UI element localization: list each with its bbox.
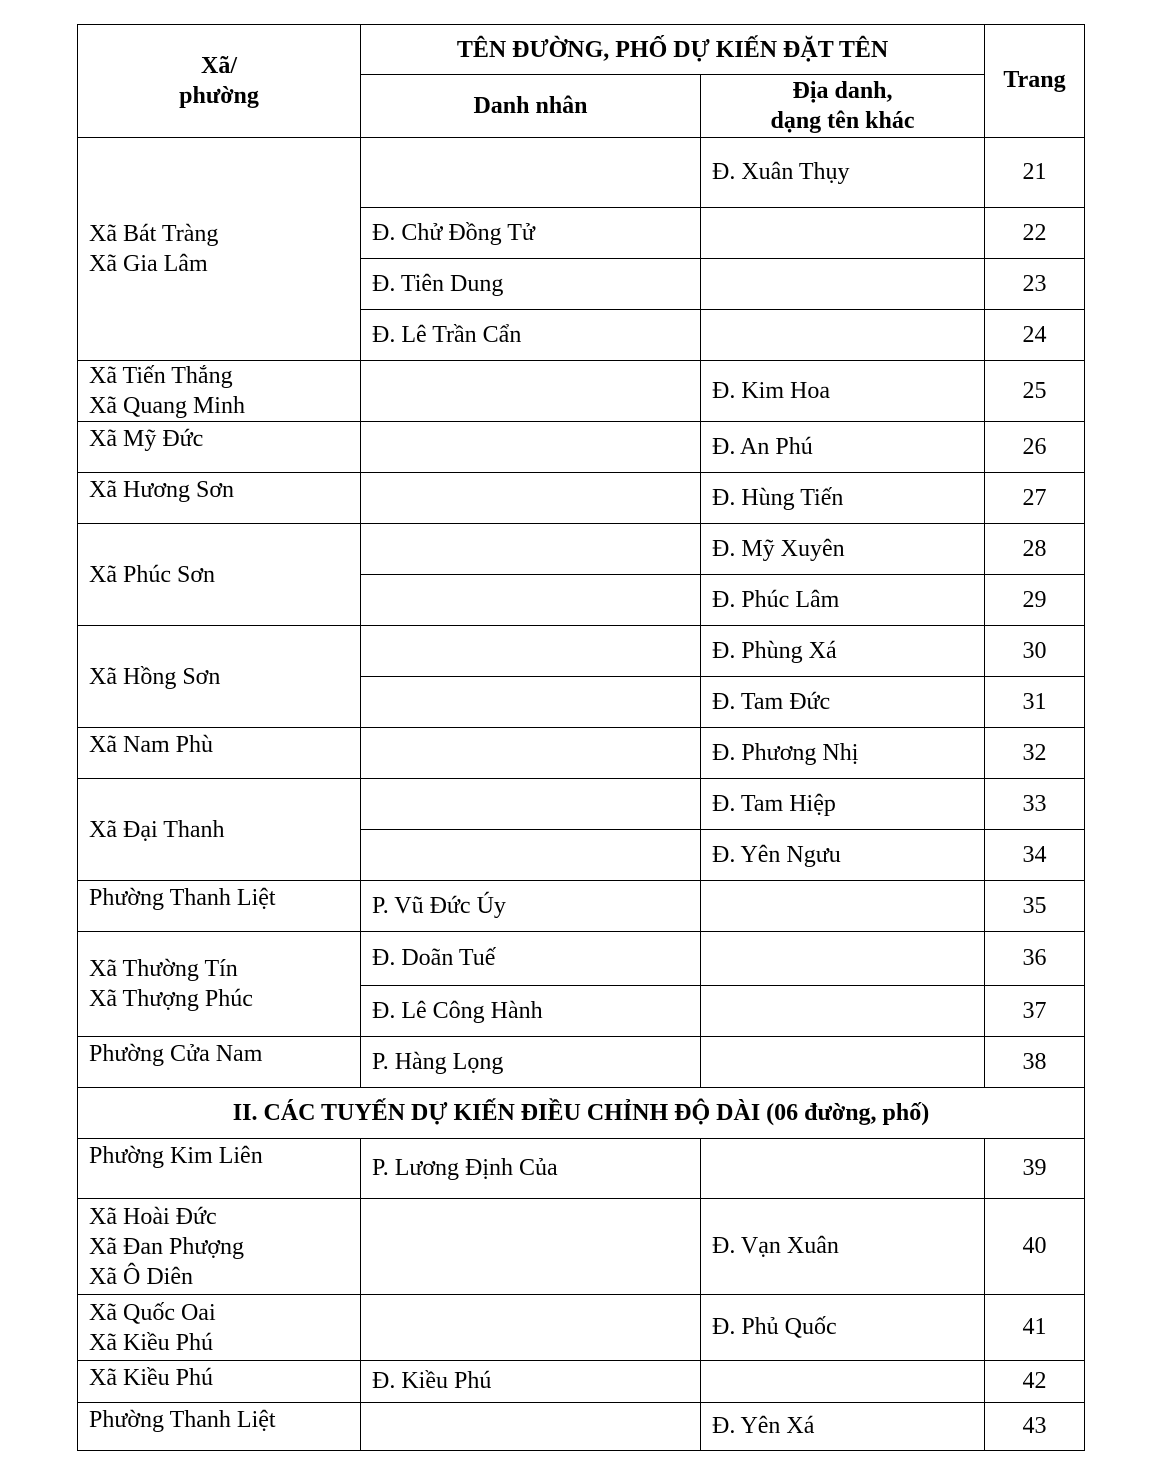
- dia-danh-cell: Đ. Phùng Xá: [701, 626, 985, 677]
- danh-nhan-cell: Đ. Kiều Phú: [361, 1361, 701, 1403]
- dia-danh-cell: Đ. Yên Ngưu: [701, 830, 985, 881]
- header-group-title: TÊN ĐƯỜNG, PHỐ DỰ KIẾN ĐẶT TÊN: [361, 25, 985, 75]
- dia-danh-cell: Đ. Yên Xá: [701, 1403, 985, 1451]
- danh-nhan-cell: [361, 575, 701, 626]
- xa-phuong-cell: [78, 728, 361, 779]
- xa-phuong-name: Xã Tiến Thắng: [89, 363, 233, 389]
- danh-nhan-cell: [361, 626, 701, 677]
- table-row: [78, 473, 1085, 524]
- dia-danh-cell: Đ. Mỹ Xuyên: [701, 524, 985, 575]
- xa-phuong-name: Xã Gia Lâm: [89, 251, 208, 277]
- table-row: [78, 361, 1085, 422]
- trang-cell: 31: [985, 677, 1085, 728]
- dia-danh-cell: [701, 1037, 985, 1088]
- xa-phuong-cell: [78, 932, 361, 1037]
- trang-cell: 22: [985, 208, 1085, 259]
- trang-cell: 21: [985, 138, 1085, 208]
- table-row: [78, 1037, 1085, 1088]
- street-naming-table: [77, 24, 1085, 1451]
- trang-cell: 25: [985, 361, 1085, 422]
- trang-cell: 29: [985, 575, 1085, 626]
- xa-phuong-cell: [78, 779, 361, 881]
- header-danh-nhan: Danh nhân: [361, 75, 701, 138]
- section-row: [78, 1088, 1085, 1139]
- xa-phuong-name: Xã Thượng Phúc: [89, 986, 253, 1012]
- danh-nhan-cell: [361, 1199, 701, 1295]
- xa-phuong-cell: [78, 881, 361, 932]
- section-heading: II. CÁC TUYẾN DỰ KIẾN ĐIỀU CHỈNH ĐỘ DÀI (06 đường, phố): [78, 1088, 1085, 1139]
- trang-cell: 24: [985, 310, 1085, 361]
- trang-cell: 26: [985, 422, 1085, 473]
- table-row: [78, 881, 1085, 932]
- xa-phuong-name: Xã Bát Tràng: [89, 221, 219, 247]
- table-row: [78, 1295, 1085, 1361]
- trang-cell: 23: [985, 259, 1085, 310]
- danh-nhan-cell: P. Lương Định Của: [361, 1139, 701, 1199]
- table-row: [78, 524, 1085, 575]
- table-row: [78, 1403, 1085, 1451]
- xa-phuong-name: Xã Hương Sơn: [89, 477, 235, 503]
- dia-danh-cell: Đ. Phúc Lâm: [701, 575, 985, 626]
- table-body: [78, 138, 1085, 1451]
- xa-phuong-cell: [78, 1403, 361, 1451]
- table-row: [78, 1361, 1085, 1403]
- dia-danh-cell: Đ. Phủ Quốc: [701, 1295, 985, 1361]
- table-row: [78, 138, 1085, 208]
- table-row: [78, 779, 1085, 830]
- dia-danh-cell: Đ. Phương Nhị: [701, 728, 985, 779]
- danh-nhan-cell: [361, 473, 701, 524]
- trang-cell: 27: [985, 473, 1085, 524]
- dia-danh-cell: [701, 259, 985, 310]
- danh-nhan-cell: [361, 524, 701, 575]
- danh-nhan-cell: [361, 830, 701, 881]
- trang-cell: 43: [985, 1403, 1085, 1451]
- trang-cell: 38: [985, 1037, 1085, 1088]
- xa-phuong-name: Xã Mỹ Đức: [89, 426, 204, 452]
- xa-phuong-cell: [78, 524, 361, 626]
- danh-nhan-cell: P. Hàng Lọng: [361, 1037, 701, 1088]
- dia-danh-cell: Đ. Kim Hoa: [701, 361, 985, 422]
- xa-phuong-cell: [78, 361, 361, 422]
- trang-cell: 42: [985, 1361, 1085, 1403]
- dia-danh-cell: [701, 881, 985, 932]
- dia-danh-cell: [701, 986, 985, 1037]
- table-row: [78, 932, 1085, 986]
- table-row: [78, 422, 1085, 473]
- dia-danh-cell: Đ. Vạn Xuân: [701, 1199, 985, 1295]
- trang-cell: 39: [985, 1139, 1085, 1199]
- danh-nhan-cell: Đ. Lê Trần Cẩn: [361, 310, 701, 361]
- dia-danh-cell: [701, 1139, 985, 1199]
- xa-phuong-cell: [78, 1199, 361, 1295]
- xa-phuong-name: Xã Thường Tín: [89, 956, 238, 982]
- table-row: [78, 626, 1085, 677]
- xa-phuong-name: Xã Đại Thanh: [89, 816, 225, 843]
- trang-cell: 36: [985, 932, 1085, 986]
- xa-phuong-name: Xã Quang Minh: [89, 393, 245, 419]
- trang-cell: 35: [985, 881, 1085, 932]
- trang-cell: 34: [985, 830, 1085, 881]
- table-row: [78, 728, 1085, 779]
- trang-cell: 32: [985, 728, 1085, 779]
- trang-cell: 33: [985, 779, 1085, 830]
- xa-phuong-cell: [78, 1139, 361, 1199]
- xa-phuong-cell: [78, 422, 361, 473]
- xa-phuong-name: Phường Thanh Liệt: [89, 1407, 276, 1433]
- dia-danh-cell: Đ. Hùng Tiến: [701, 473, 985, 524]
- trang-cell: 41: [985, 1295, 1085, 1361]
- xa-phuong-name: Xã Hồng Sơn: [89, 663, 221, 690]
- danh-nhan-cell: [361, 361, 701, 422]
- xa-phuong-cell: [78, 473, 361, 524]
- xa-phuong-name: Xã Kiều Phú: [89, 1365, 213, 1391]
- header-xa-phuong: Xã/ phường: [78, 25, 361, 138]
- danh-nhan-cell: [361, 1295, 701, 1361]
- dia-danh-cell: [701, 932, 985, 986]
- xa-phuong-name: Xã Ô Diên: [89, 1263, 193, 1290]
- xa-phuong-cell: [78, 1037, 361, 1088]
- header-trang: Trang: [985, 25, 1085, 138]
- xa-phuong-name: Xã Đan Phượng: [89, 1233, 245, 1260]
- dia-danh-cell: Đ. An Phú: [701, 422, 985, 473]
- trang-cell: 37: [985, 986, 1085, 1037]
- danh-nhan-cell: [361, 677, 701, 728]
- xa-phuong-cell: [78, 138, 361, 361]
- dia-danh-cell: [701, 1361, 985, 1403]
- xa-phuong-name: Phường Cửa Nam: [89, 1041, 263, 1067]
- dia-danh-cell: [701, 208, 985, 259]
- xa-phuong-name: Xã Quốc Oai: [89, 1299, 216, 1326]
- trang-cell: 28: [985, 524, 1085, 575]
- dia-danh-cell: [701, 310, 985, 361]
- danh-nhan-cell: Đ. Tiên Dung: [361, 259, 701, 310]
- xa-phuong-cell: [78, 1295, 361, 1361]
- danh-nhan-cell: P. Vũ Đức Úy: [361, 881, 701, 932]
- danh-nhan-cell: Đ. Doãn Tuế: [361, 932, 701, 986]
- dia-danh-cell: Đ. Xuân Thụy: [701, 138, 985, 208]
- danh-nhan-cell: [361, 422, 701, 473]
- trang-cell: 40: [985, 1199, 1085, 1295]
- xa-phuong-name: Xã Nam Phù: [89, 732, 213, 758]
- xa-phuong-name: Xã Kiều Phú: [89, 1329, 213, 1356]
- xa-phuong-cell: [78, 1361, 361, 1403]
- xa-phuong-cell: [78, 626, 361, 728]
- dia-danh-cell: Đ. Tam Hiệp: [701, 779, 985, 830]
- danh-nhan-cell: [361, 1403, 701, 1451]
- xa-phuong-name: Xã Hoài Đức: [89, 1203, 217, 1230]
- xa-phuong-name: Xã Phúc Sơn: [89, 561, 216, 588]
- danh-nhan-cell: Đ. Chử Đồng Tử: [361, 208, 701, 259]
- danh-nhan-cell: [361, 779, 701, 830]
- dia-danh-cell: Đ. Tam Đức: [701, 677, 985, 728]
- trang-cell: 30: [985, 626, 1085, 677]
- xa-phuong-name: Phường Kim Liên: [89, 1143, 263, 1169]
- danh-nhan-cell: [361, 728, 701, 779]
- danh-nhan-cell: [361, 138, 701, 208]
- danh-nhan-cell: Đ. Lê Công Hành: [361, 986, 701, 1037]
- table-row: [78, 1139, 1085, 1199]
- xa-phuong-name: Phường Thanh Liệt: [89, 885, 276, 911]
- header-dia-danh: Địa danh, dạng tên khác: [701, 75, 985, 138]
- table-row: [78, 1199, 1085, 1295]
